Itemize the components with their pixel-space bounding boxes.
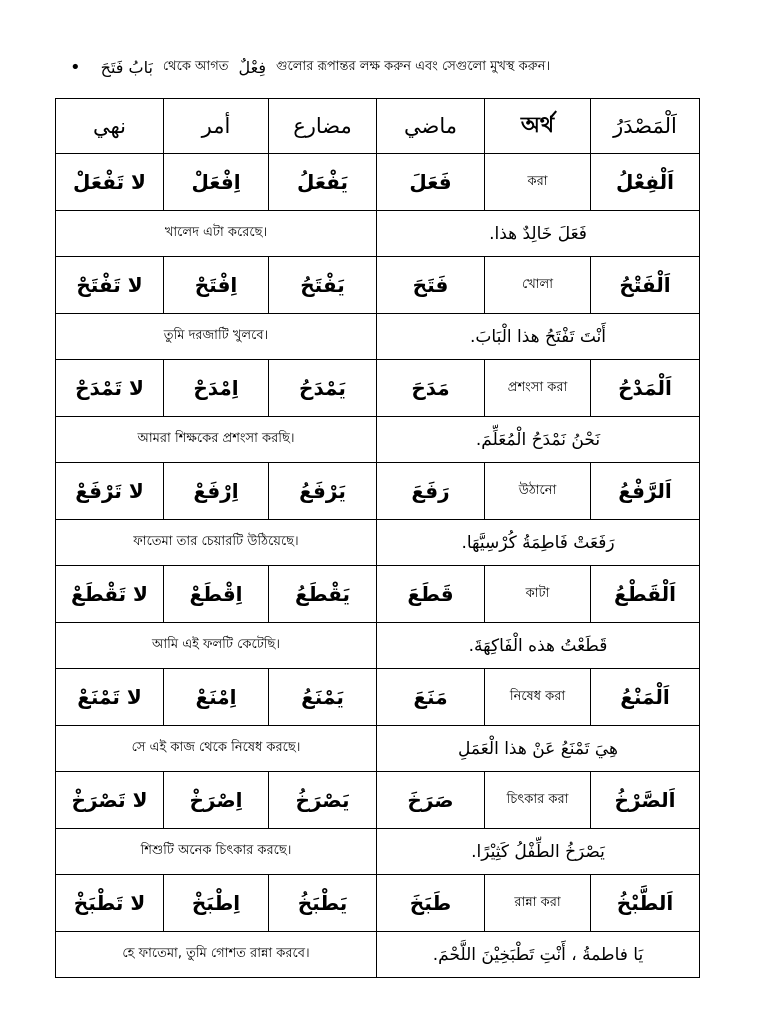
verb-row [56, 875, 700, 932]
sentence-row [56, 623, 700, 669]
verb-masdar: اَلْقَطْعُ [591, 566, 700, 623]
verb-mudari: يَفْتَحُ [269, 257, 377, 314]
verb-nahy: لا تَفْتَحْ [56, 257, 164, 314]
sentence-bangla: শিশুটি অনেক চিৎকার করছে। [56, 829, 377, 875]
sentence-arabic: رَفَعَتْ فَاطِمَةُ كُرْسِيَّهَا. [377, 520, 700, 566]
verb-madi: قَطَعَ [377, 566, 485, 623]
verb-amr: اِفْتَحْ [164, 257, 269, 314]
verb-madi: رَفَعَ [377, 463, 485, 520]
instruction-bab: بَابُ فَتَحَ [100, 57, 153, 77]
verb-amr: اِرْفَعْ [164, 463, 269, 520]
sentence-bangla: আমরা শিক্ষকের প্রশংসা করছি। [56, 417, 377, 463]
verb-row [56, 772, 700, 829]
verb-meaning: খোলা [485, 257, 591, 314]
verb-madi: مَدَحَ [377, 360, 485, 417]
verb-nahy: لا تَقْطَعْ [56, 566, 164, 623]
verb-nahy: لا تَطْبَخْ [56, 875, 164, 932]
verb-amr: اِفْعَلْ [164, 154, 269, 211]
header-nahy: نهي [56, 99, 164, 154]
conjugation-table [55, 98, 700, 978]
verb-madi: صَرَخَ [377, 772, 485, 829]
verb-mudari: يَفْعَلُ [269, 154, 377, 211]
sentence-row [56, 829, 700, 875]
verb-nahy: لا تَفْعَلْ [56, 154, 164, 211]
sentence-row [56, 726, 700, 772]
verb-mudari: يَرْفَعُ [269, 463, 377, 520]
verb-mudari: يَصْرَخُ [269, 772, 377, 829]
verb-nahy: لا تَصْرَخْ [56, 772, 164, 829]
verb-amr: اِمْدَحْ [164, 360, 269, 417]
verb-row [56, 669, 700, 726]
sentence-row [56, 417, 700, 463]
sentence-bangla: ফাতেমা তার চেয়ারটি উঠিয়েছে। [56, 520, 377, 566]
sentence-bangla: খালেদ এটা করেছে। [56, 211, 377, 257]
verb-row [56, 257, 700, 314]
verb-amr: اِطْبَخْ [164, 875, 269, 932]
verb-mudari: يَمْدَحُ [269, 360, 377, 417]
verb-meaning: করা [485, 154, 591, 211]
verb-masdar: اَلصَّرْخُ [591, 772, 700, 829]
verb-row [56, 360, 700, 417]
verb-row [56, 566, 700, 623]
verb-meaning: চিৎকার করা [485, 772, 591, 829]
instruction-text-1: থেকে আগত [162, 58, 229, 74]
verb-nahy: لا تَرْفَعْ [56, 463, 164, 520]
sentence-row [56, 932, 700, 978]
verb-madi: فَتَحَ [377, 257, 485, 314]
sentence-bangla: আমি এই ফলটি কেটেছি। [56, 623, 377, 669]
verb-masdar: اَلطَّبْخُ [591, 875, 700, 932]
verb-amr: اِصْرَخْ [164, 772, 269, 829]
verb-madi: فَعَلَ [377, 154, 485, 211]
verb-row [56, 154, 700, 211]
sentence-arabic: يَا فاطمةُ ، أَنْتِ تَطْبَخِيْنَ اللَّحْمَ. [377, 932, 700, 978]
header-madi: ماضي [377, 99, 485, 154]
header-meaning: অর্থ [485, 99, 591, 154]
sentence-bangla: তুমি দরজাটি খুলবে। [56, 314, 377, 360]
sentence-arabic: أَنْتَ تَفْتَحُ هذا الْبَابَ. [377, 314, 700, 360]
sentence-row [56, 314, 700, 360]
verb-mudari: يَطْبَخُ [269, 875, 377, 932]
verb-masdar: اَلْمَنْعُ [591, 669, 700, 726]
verb-meaning: নিষেধ করা [485, 669, 591, 726]
sentence-bangla: হে ফাতেমা, তুমি গোশত রান্না করবে। [56, 932, 377, 978]
verb-row [56, 463, 700, 520]
verb-madi: مَنَعَ [377, 669, 485, 726]
instruction-line [70, 52, 710, 82]
verb-masdar: اَلْفِعْلُ [591, 154, 700, 211]
verb-masdar: اَلْمَدْحُ [591, 360, 700, 417]
sentence-arabic: قَطَعْتُ هذه الْفَاكِهَةَ. [377, 623, 700, 669]
verb-meaning: কাটা [485, 566, 591, 623]
verb-meaning: উঠানো [485, 463, 591, 520]
verb-amr: اِقْطَعْ [164, 566, 269, 623]
sentence-bangla: সে এই কাজ থেকে নিষেধ করছে। [56, 726, 377, 772]
verb-madi: طَبَخَ [377, 875, 485, 932]
verb-meaning: রান্না করা [485, 875, 591, 932]
instruction-text-2: গুলোর রূপান্তর লক্ষ করুন এবং সেগুলো মুখস্থ করুন। [275, 58, 551, 74]
sentence-arabic: فَعَلَ خَالِدٌ هذا. [377, 211, 700, 257]
verb-nahy: لا تَمْدَحْ [56, 360, 164, 417]
verb-mudari: يَقْطَعُ [269, 566, 377, 623]
verb-masdar: اَلْفَتْحُ [591, 257, 700, 314]
verb-nahy: لا تَمْنَعْ [56, 669, 164, 726]
sentence-arabic: هِيَ تَمْنَعُ عَنْ هذا الْعَمَلِ [377, 726, 700, 772]
verb-amr: اِمْنَعْ [164, 669, 269, 726]
instruction-fial: فِعْلٌ [238, 57, 266, 77]
header-masdar: اَلْمَصْدَرُ [591, 99, 700, 154]
header-amr: أمر [164, 99, 269, 154]
header-row [56, 99, 700, 154]
sentence-arabic: نَحْنُ نَمْدَحُ الْمُعَلِّمَ. [377, 417, 700, 463]
bullet: • [70, 56, 81, 78]
sentence-arabic: يَصْرَخُ الطِّفْلُ كَثِيْرًا. [377, 829, 700, 875]
header-mudari: مضارع [269, 99, 377, 154]
verb-masdar: اَلرَّفْعُ [591, 463, 700, 520]
sentence-row [56, 211, 700, 257]
verb-mudari: يَمْنَعُ [269, 669, 377, 726]
verb-meaning: প্রশংসা করা [485, 360, 591, 417]
sentence-row [56, 520, 700, 566]
